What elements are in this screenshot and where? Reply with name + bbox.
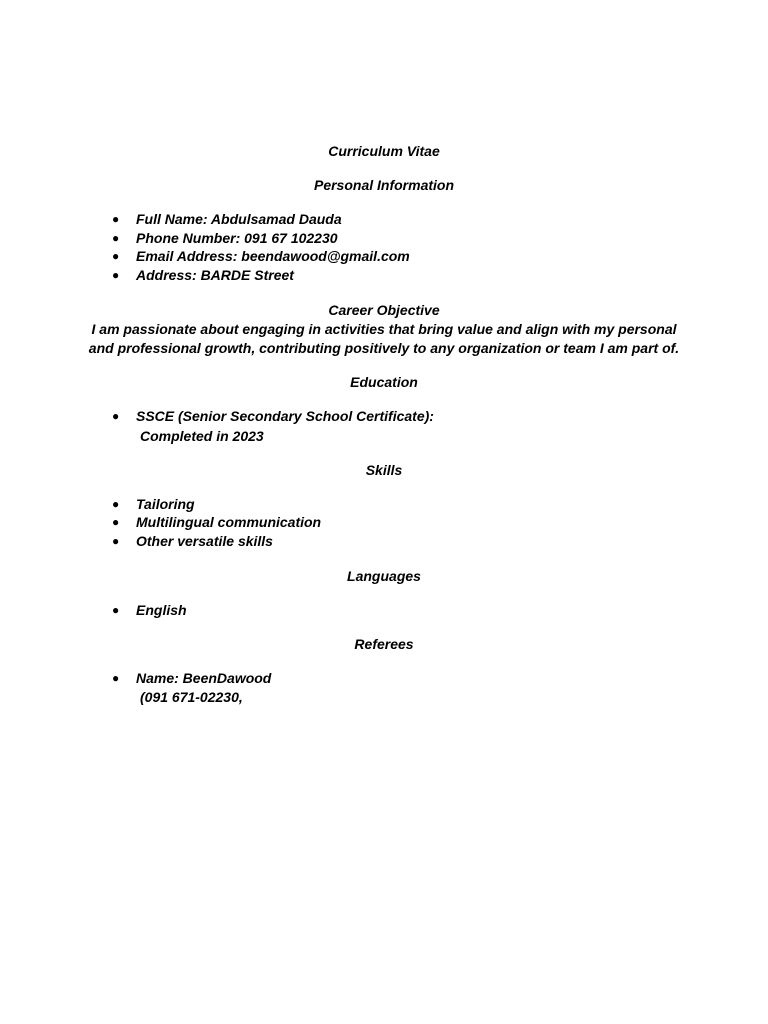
list-item: English bbox=[136, 602, 187, 618]
document-title: Curriculum Vitae bbox=[328, 143, 440, 159]
list-item: Other versatile skills bbox=[136, 533, 273, 549]
skills-heading: Skills bbox=[365, 462, 403, 478]
skill-item bbox=[0, 533, 768, 552]
education-item bbox=[0, 408, 768, 427]
career-objective-heading: Career Objective bbox=[328, 302, 440, 318]
referee-detail: (091 671-02230, bbox=[140, 689, 243, 705]
list-item: Multilingual communication bbox=[136, 514, 322, 530]
personal-item-name bbox=[0, 211, 768, 230]
skill-item bbox=[0, 514, 768, 533]
bullet-icon: ● bbox=[112, 534, 120, 548]
bullet-icon: ● bbox=[112, 603, 120, 617]
personal-item-email bbox=[0, 248, 768, 267]
referee-item bbox=[0, 670, 768, 689]
career-objective-line-1: I am passionate about engaging in activities that bring value and align with my personal bbox=[91, 321, 677, 337]
bullet-icon: ● bbox=[112, 497, 120, 511]
bullet-icon: ● bbox=[112, 249, 120, 263]
education-heading: Education bbox=[350, 374, 418, 390]
list-item: Tailoring bbox=[136, 496, 195, 512]
list-item: Address: BARDE Street bbox=[136, 267, 294, 283]
bullet-icon: ● bbox=[112, 212, 120, 226]
personal-info-heading: Personal Information bbox=[313, 177, 455, 193]
list-item: Name: BeenDawood bbox=[136, 670, 272, 686]
bullet-icon: ● bbox=[112, 268, 120, 282]
bullet-icon: ● bbox=[112, 409, 120, 423]
list-item: SSCE (Senior Secondary School Certificate): bbox=[136, 408, 434, 424]
list-item: Email Address: beendawood@gmail.com bbox=[136, 248, 410, 264]
languages-heading: Languages bbox=[347, 568, 421, 584]
career-objective-line-2: and professional growth, contributing positively to any organization or team I am part of. bbox=[88, 340, 680, 356]
bullet-icon: ● bbox=[112, 515, 120, 529]
list-item: Full Name: Abdulsamad Dauda bbox=[136, 211, 342, 227]
bullet-icon: ● bbox=[112, 231, 120, 245]
personal-item-address bbox=[0, 267, 768, 286]
education-detail: Completed in 2023 bbox=[140, 428, 264, 444]
referees-heading: Referees bbox=[354, 636, 414, 652]
language-item bbox=[0, 602, 768, 621]
skill-item bbox=[0, 496, 768, 515]
personal-item-phone bbox=[0, 230, 768, 249]
bullet-icon: ● bbox=[112, 671, 120, 685]
list-item: Phone Number: 091 67 102230 bbox=[136, 230, 338, 246]
